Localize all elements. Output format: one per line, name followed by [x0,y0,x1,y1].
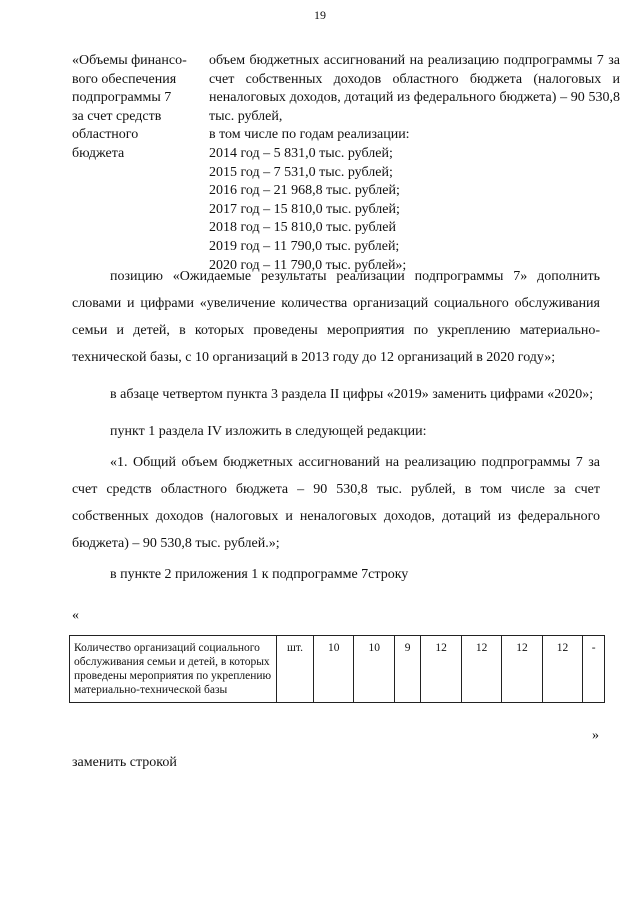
indicator-table [69,635,605,703]
funding-year-item: 2019 год – 11 790,0 тыс. рублей; [209,238,400,254]
passport-label-line: областного [72,127,139,143]
opening-quote: « [72,608,79,623]
funding-year-item: 2020 год – 11 790,0 тыс. рублей»; [209,257,407,273]
passport-label-line: подпрограммы 7 [72,90,172,106]
paragraph-section-ii: в абзаце четвертом пункта 3 раздела II цифры «2019» заменить цифрами «2020»; [110,387,594,402]
passport-label-line: за счет средств [72,108,162,124]
passport-label [72,52,197,164]
passport-label-line: «Объемы финансо- [72,53,187,68]
value-cell: 12 [542,636,582,703]
value-cell: 12 [461,636,501,703]
passport-label-line: бюджета [72,145,125,161]
value-cell: 12 [502,636,542,703]
passport-label-line: вого обеспечения [72,71,177,87]
table-row [70,636,605,703]
value-cell: 12 [421,636,461,703]
paragraph-total-funding: «1. Общий объем бюджетных ассигнований на реализацию подпрограммы 7 за счет средств областного бюджета – 90 530,8 тыс. рублей, в том числе за счет собственных доходов (налоговых и неналоговых доходов, дотаций из федерального бюджета) – 90 530,8 тыс. рублей.»; [72,455,600,551]
passport-years-intro: в том числе по годам реализации: [209,127,410,143]
funding-year-item: 2018 год – 15 810,0 тыс. рублей [209,220,396,236]
paragraph-expected-results: позицию «Ожидаемые результаты реализации подпрограммы 7» дополнить словами и цифрами «увеличение количества организаций социального обслуживания семьи и детей, в которых проведены мероприятия по укреплению материально-технической базы, с 10 организаций в 2013 году до 12 организаций в 2020 году»; [72,269,600,365]
funding-year-item: 2015 год – 7 531,0 тыс. рублей; [209,164,393,180]
replace-text: заменить строкой [72,755,177,770]
paragraph-appendix: в пункте 2 приложения 1 к подпрограмме 7строку [110,567,409,582]
value-cell: 10 [314,636,354,703]
amendments-text [72,263,600,588]
value-cell: - [583,636,605,703]
page-number: 19 [314,8,326,22]
unit-cell: шт. [277,636,314,703]
indicator-name-cell: Количество организаций социального обслуживания семьи и детей, в которых проведены мероприятия по укреплению материально-технической базы [70,636,277,703]
funding-years-list [209,145,620,275]
passport-value [209,52,620,275]
funding-year-item: 2017 год – 15 810,0 тыс. рублей; [209,201,400,217]
value-cell: 9 [394,636,420,703]
value-cell: 10 [354,636,394,703]
closing-quote: » [592,728,599,743]
paragraph-section-iv: пункт 1 раздела IV изложить в следующей редакции: [110,424,427,439]
funding-year-item: 2014 год – 5 831,0 тыс. рублей; [209,145,393,161]
passport-intro: объем бюджетных ассигнований на реализацию подпрограммы 7 за счет собственных доходов областного бюджета (налоговых и неналоговых доходов, дотаций из федерального бюджета) – 90 530,8 тыс. рублей, [209,53,620,124]
funding-year-item: 2016 год – 21 968,8 тыс. рублей; [209,183,400,199]
